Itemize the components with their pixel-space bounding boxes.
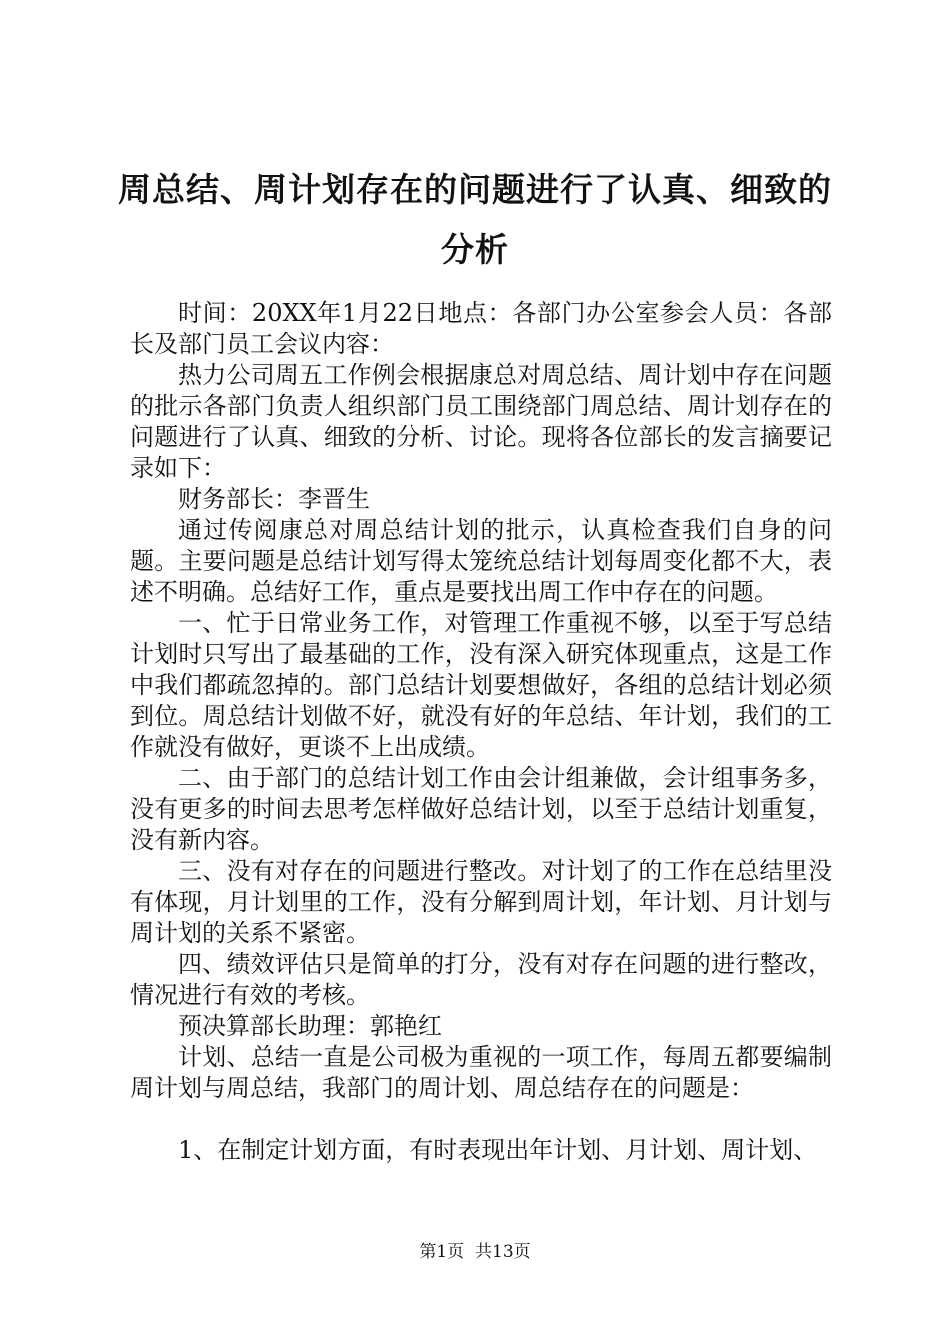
intro-paragraph: 热力公司周五工作例会根据康总对周总结、周计划中存在问题的批示各部门负责人组织部门员工围绕部门周总结、周计划存在的问题进行了认真、细致的分析、讨论。现将各位部长的发言摘要记录如下： bbox=[130, 361, 832, 482]
body-paragraph: 二、由于部门的总结计划工作由会计组兼做，会计组事务多，没有更多的时间去思考怎样做好总结计划，以至于总结计划重复，没有新内容。 bbox=[130, 764, 832, 854]
body-paragraph: 计划、总结一直是公司极为重视的一项工作，每周五都要编制周计划与周总结，我部门的周计划、周总结存在的问题是： bbox=[130, 1043, 832, 1102]
body-paragraph: 三、没有对存在的问题进行整改。对计划了的工作在总结里没有体现，月计划里的工作，没有分解到周计划，年计划、月计划与周计划的关系不紧密。 bbox=[130, 857, 832, 947]
body-paragraph: 1、在制定计划方面，有时表现出年计划、月计划、周计划、 bbox=[178, 1136, 818, 1164]
body-paragraph: 四、绩效评估只是简单的打分，没有对存在问题的进行整改，情况进行有效的考核。 bbox=[130, 950, 832, 1009]
speaker-heading: 预决算部长助理：郭艳红 bbox=[178, 1012, 442, 1040]
page-total: 共13页 bbox=[475, 1242, 531, 1262]
page-number: 第1页 bbox=[419, 1242, 465, 1262]
body-paragraph: 一、忙于日常业务工作，对管理工作重视不够，以至于写总结计划时只写出了最基础的工作，没有深入研究体现重点，这是工作中我们都疏忽掉的。部门总结计划要想做好，各组的总结计划必须到位。周总结计划做不好，就没有好的年总结、年计划，我们的工作就没有做好，更谈不上出成绩。 bbox=[130, 609, 832, 761]
page-footer bbox=[0, 1240, 950, 1264]
meeting-info-paragraph: 时间：20XX年1月22日地点：各部门办公室参会人员：各部长及部门员工会议内容： bbox=[130, 299, 832, 358]
body-paragraph: 通过传阅康总对周总结计划的批示，认真检查我们自身的问题。主要问题是总结计划写得太笼统总结计划每周变化都不大，表述不明确。总结好工作，重点是要找出周工作中存在的问题。 bbox=[130, 516, 832, 606]
document-body bbox=[130, 298, 832, 1166]
speaker-heading: 财务部长：李晋生 bbox=[178, 485, 370, 513]
document-title: 周总结、周计划存在的问题进行了认真、细致的分析 bbox=[118, 170, 832, 269]
